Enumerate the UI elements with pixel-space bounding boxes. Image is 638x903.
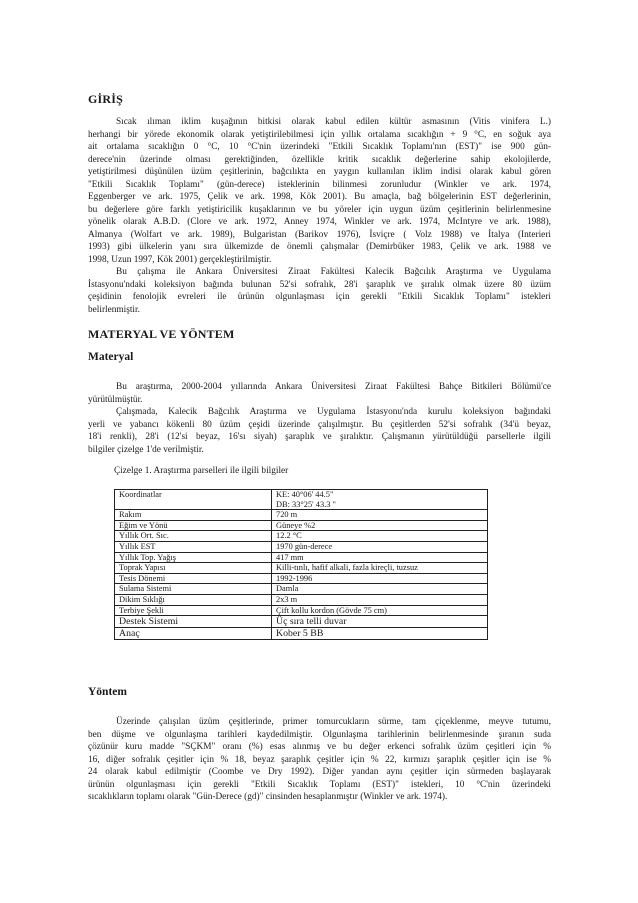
paragraph-materyal-1 — [88, 381, 551, 406]
table-cell-value: 1992-1996 — [272, 573, 488, 584]
text-line: yürütülmüştür. — [88, 394, 143, 405]
table-row — [115, 563, 488, 574]
table-cell-label: Destek Sistemi — [115, 616, 272, 628]
section-heading-materyal-yontem: MATERYAL VE YÖNTEM — [88, 327, 235, 341]
table-row — [115, 541, 488, 552]
text-line: Almanya (Wolfart ve ark. 1989), Bulgaristan (Barikov 1976), İsviçre ( Volz 1988) ve İtalya (Interieri — [88, 229, 551, 240]
table-cell-label: Rakım — [115, 510, 272, 521]
table-row — [115, 584, 488, 595]
table-row — [115, 616, 488, 628]
table-cell-label: Yıllık Ort. Sıc. — [115, 531, 272, 542]
table-cell-label: Anaç — [115, 628, 272, 640]
table-row — [115, 573, 488, 584]
table-cell-value — [272, 490, 488, 510]
text-line: Eggenberger ve ark. 1975, Çelik ve ark. 1998, Kök 2001). Bu amaçla, bağ bölgelerinin EST değerlerinin, — [88, 192, 551, 202]
table-cell-label: Sulama Sistemi — [115, 584, 272, 595]
text-line: 24 olarak kabul edilmiştir (Coombe ve Dry 1992). Diğer yandan aynı çeşitler için sürmeden başlayarak — [88, 767, 551, 777]
table-cell-label: Koordinatlar — [115, 490, 272, 510]
table-row — [115, 552, 488, 563]
table-cell-label: Tesis Dönemi — [115, 573, 272, 584]
text-line: 18'i renkli), 28'i (12'si beyaz, 16'sı siyah) şaraplık ve şıralıktır. Çalışmanın yürütüldüğü parsellerle ilgili — [88, 432, 551, 442]
text-line: 1993) gibi ülkelerin yanı sıra ülkemizde de önemli çalışmalar (Demirbüker 1983, Çelik ve ark. 1988 ve — [88, 242, 551, 252]
section-heading-giris: GİRİŞ — [88, 92, 124, 106]
table-caption: Çizelge 1. Araştırma parselleri ile ilgili bilgiler — [114, 466, 289, 476]
table-row — [115, 594, 488, 605]
table-cell-value: 720 m — [272, 510, 488, 521]
table-cell-value: Güneye %2 — [272, 520, 488, 531]
text-line: yetiştirilmesi düşünülen üzüm çeşitlerinin, bağcılıkta en yaygın kullanılan iklim indisi olarak kabul gören — [88, 167, 551, 177]
text-line: Çalışmada, Kalecik Bağcılık Araştırma ve Uygulama İstasyonu'nda kurulu koleksiyon bağındaki — [116, 407, 551, 417]
table-row — [115, 490, 488, 510]
table-row — [115, 531, 488, 542]
text-line: Sıcak ılıman iklim kuşağının bitkisi olarak kabul edilen kültür asmasının (Vitis vinifera L.) — [116, 117, 551, 127]
text-line: bu değerlere göre farklı yetiştiricilik kuşaklarının ve bu yöreler için uygun üzüm çeşitlerinin belirlenmesine — [88, 204, 551, 215]
table-cell-value: Damla — [272, 584, 488, 595]
text-line: yerli ve yabancı kökenli 80 üzüm çeşidi üzerinde çalışılmıştır. Bu çeşitlerden 52'si sofralık (34'ü beyaz, — [88, 419, 551, 430]
text-line: çözünür kuru madde "SÇKM" oranı (%) esas alınmış ve bu değer erkenci sofralık üzüm çeşitleri için % — [88, 742, 551, 752]
table-row — [115, 605, 488, 616]
paragraph-materyal-2 — [88, 406, 551, 456]
table-cell-label: Yıllık EST — [115, 541, 272, 552]
subsection-heading-materyal: Materyal — [88, 351, 134, 363]
paragraph-giris-1 — [88, 116, 551, 266]
text-line: Bu araştırma, 2000-2004 yıllarında Ankara Üniversitesi Ziraat Fakültesi Bahçe Bitkileri Bölümü'ce — [116, 382, 551, 392]
table-cell-label: Dikim Sıklığı — [115, 594, 272, 605]
table-cell-label: Toprak Yapısı — [115, 563, 272, 574]
table-cell-value: Kober 5 BB — [272, 628, 488, 640]
table-cell-value: Üç sıra telli duvar — [272, 616, 488, 628]
text-line: Üzerinde çalışılan üzüm çeşitlerinde, primer tomurcukların sürme, tam çiçeklenme, meyve tutumu, — [116, 717, 551, 727]
text-line: ürünün olgunlaşması için gerekli "Etkili Sıcaklık Toplamı (EST)" istekleri, 10 °C'nin üzerindeki — [88, 779, 551, 790]
text-line: belirlenmiştir. — [88, 304, 140, 315]
parcel-info-table — [114, 489, 488, 640]
coordinate-ke: KE: 40°06' 44.5" — [276, 490, 334, 499]
paragraph-giris-2 — [88, 266, 551, 316]
table-cell-value: 2x3 m — [272, 594, 488, 605]
subsection-heading-yontem: Yöntem — [88, 686, 127, 698]
table-row — [115, 510, 488, 521]
text-line: herhangi bir yörede ekonomik olarak yetiştirilebilmesi için yıllık ortalama sıcaklığın + 9 °C, en soğuk aya — [88, 129, 551, 140]
paragraph-yontem-1 — [88, 716, 551, 804]
text-line: 1998, Uzun 1997, Kök 2001) gerçekleştirilmiştir. — [88, 254, 272, 265]
table-row — [115, 628, 488, 640]
table-cell-value: Killi-tınlı, hafif alkali, fazla kireçli, tuzsuz — [272, 563, 488, 574]
table-cell-value: Çift kollu kordon (Gövde 75 cm) — [272, 605, 488, 616]
table-row — [115, 520, 488, 531]
table-cell-label: Terbiye Şekli — [115, 605, 272, 616]
text-line: Bu çalışma ile Ankara Üniversitesi Ziraat Fakültesi Kalecik Bağcılık Araştırma ve Uygulama — [116, 267, 551, 277]
table-cell-value: 417 mm — [272, 552, 488, 563]
text-line: çeşidinin fenolojik evreleri ile ürünün olgunlaşması için gerekli "Etkili Sıcaklık Toplamı" istekleri — [88, 292, 551, 302]
text-line: "Etkili Sıcaklık Toplamı" (gün-derece) isteklerinin bilinmesi zorunludur (Winkler ve ark. 1974, — [88, 179, 551, 190]
text-line: İstasyonu'ndaki koleksiyon bağında bulunan 52'si sofralık, 28'i şaraplık ve şıralık olmak üzere 80 üzüm — [88, 279, 551, 290]
text-line: ben düşme ve olgunlaşma tarihleri kaydedilmiştir. Olgunlaşma tarihlerinin belirlenmesinde şıranın suda — [88, 729, 551, 740]
text-line: ait ortalama sıcaklığın 0 °C, 10 °C'nin üzerindeki "Etkili Sıcaklık Toplamı'nın (EST)" ise 900 gün- — [88, 142, 551, 152]
table-cell-value: 12.2 °C — [272, 531, 488, 542]
text-line: bilgiler çizelge 1'de verilmiştir. — [88, 444, 204, 455]
table-cell-value: 1970 gün-derece — [272, 541, 488, 552]
coordinate-db: DB: 33°25' 43.3 " — [276, 499, 336, 509]
text-line: 16, diğer sofralık çeşitler için % 18, beyaz şaraplık çeşitler için % 22, kırmızı şaraplık çeşitler için ise % — [88, 754, 551, 765]
table-cell-label: Yıllık Top. Yağış — [115, 552, 272, 563]
text-line: sıcaklıkların toplamı olarak "Gün-Derece (gd)" cinsinden hesaplanmıştır (Winkler ve ark. 1974). — [88, 792, 448, 802]
text-line: derece'nin üzerinde olması gerektiğinden, özellikle kritik sıcaklık değerlerine sahip ekolojilerde, — [88, 154, 551, 165]
text-line: yönelik olarak A.B.D. (Clore ve ark. 1972, Anney 1974, Winkler ve ark. 1974, McIntyre ve ark. 1988), — [88, 217, 551, 227]
table-cell-label: Eğim ve Yönü — [115, 520, 272, 531]
